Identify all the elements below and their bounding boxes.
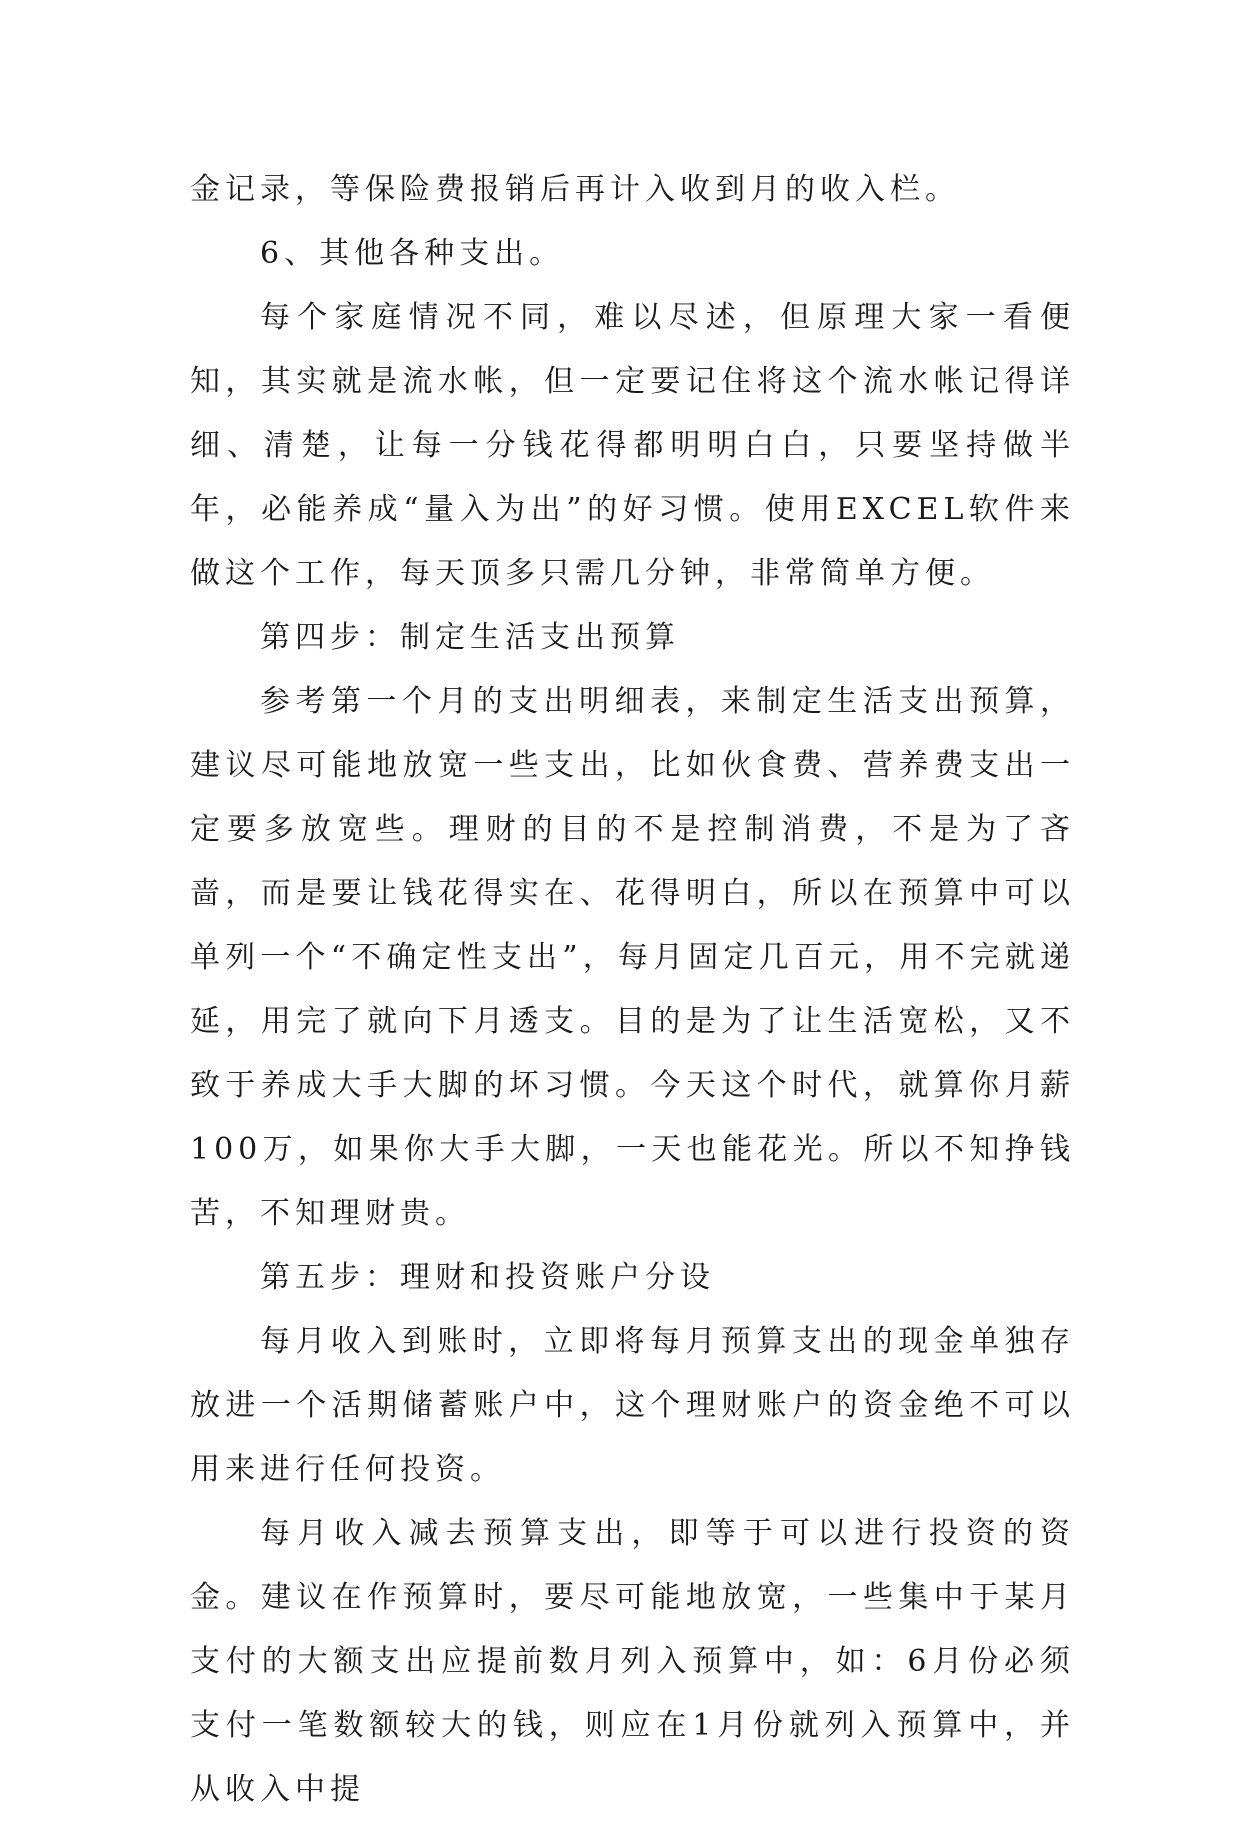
section-heading-step-5: 第五步：理财和投资账户分设 bbox=[260, 1260, 715, 1295]
paragraph-budget: 参考第一个月的支出明细表，来制定生活支出预算，建议尽可能地放宽一些支出，比如伙食费、营养费支出一定要多放宽些。理财的目的不是控制消费，不是为了吝啬，而是要让钱花得实在、花得明白，所以在预算中可以单列一个“不确定性支出”，每月固定几百元，用不完就递延，用完了就向下月透支。目的是为了让生活宽松，又不致于养成大手大脚的坏习惯。今天这个时代，就算你月薪100万，如果你大手大脚，一天也能花光。所以不知挣钱苦，不知理财贵。 bbox=[190, 684, 1075, 1231]
paragraph-item-6: 6、其他各种支出。 bbox=[260, 236, 565, 271]
section-heading-step-4: 第四步：制定生活支出预算 bbox=[260, 620, 680, 655]
paragraph-accounts: 每月收入到账时，立即将每月预算支出的现金单独存放进一个活期储蓄账户中，这个理财账户的资金绝不可以用来进行任何投资。 bbox=[190, 1324, 1075, 1487]
body-text bbox=[190, 158, 1075, 1822]
paragraph-investment: 每月收入减去预算支出，即等于可以进行投资的资金。建议在作预算时，要尽可能地放宽，一些集中于某月支付的大额支出应提前数月列入预算中，如：6月份必须支付一笔数额较大的钱，则应在1月份就列入预算中，并从收入中提 bbox=[190, 1516, 1075, 1807]
paragraph-continuation: 金记录，等保险费报销后再计入收到月的收入栏。 bbox=[190, 172, 960, 207]
paragraph-household: 每个家庭情况不同，难以尽述，但原理大家一看便知，其实就是流水帐，但一定要记住将这个流水帐记得详细、清楚，让每一分钱花得都明明白白，只要坚持做半年，必能养成“量入为出”的好习惯。使用EXCEL软件来做这个工作，每天顶多只需几分钟，非常简单方便。 bbox=[190, 300, 1075, 591]
